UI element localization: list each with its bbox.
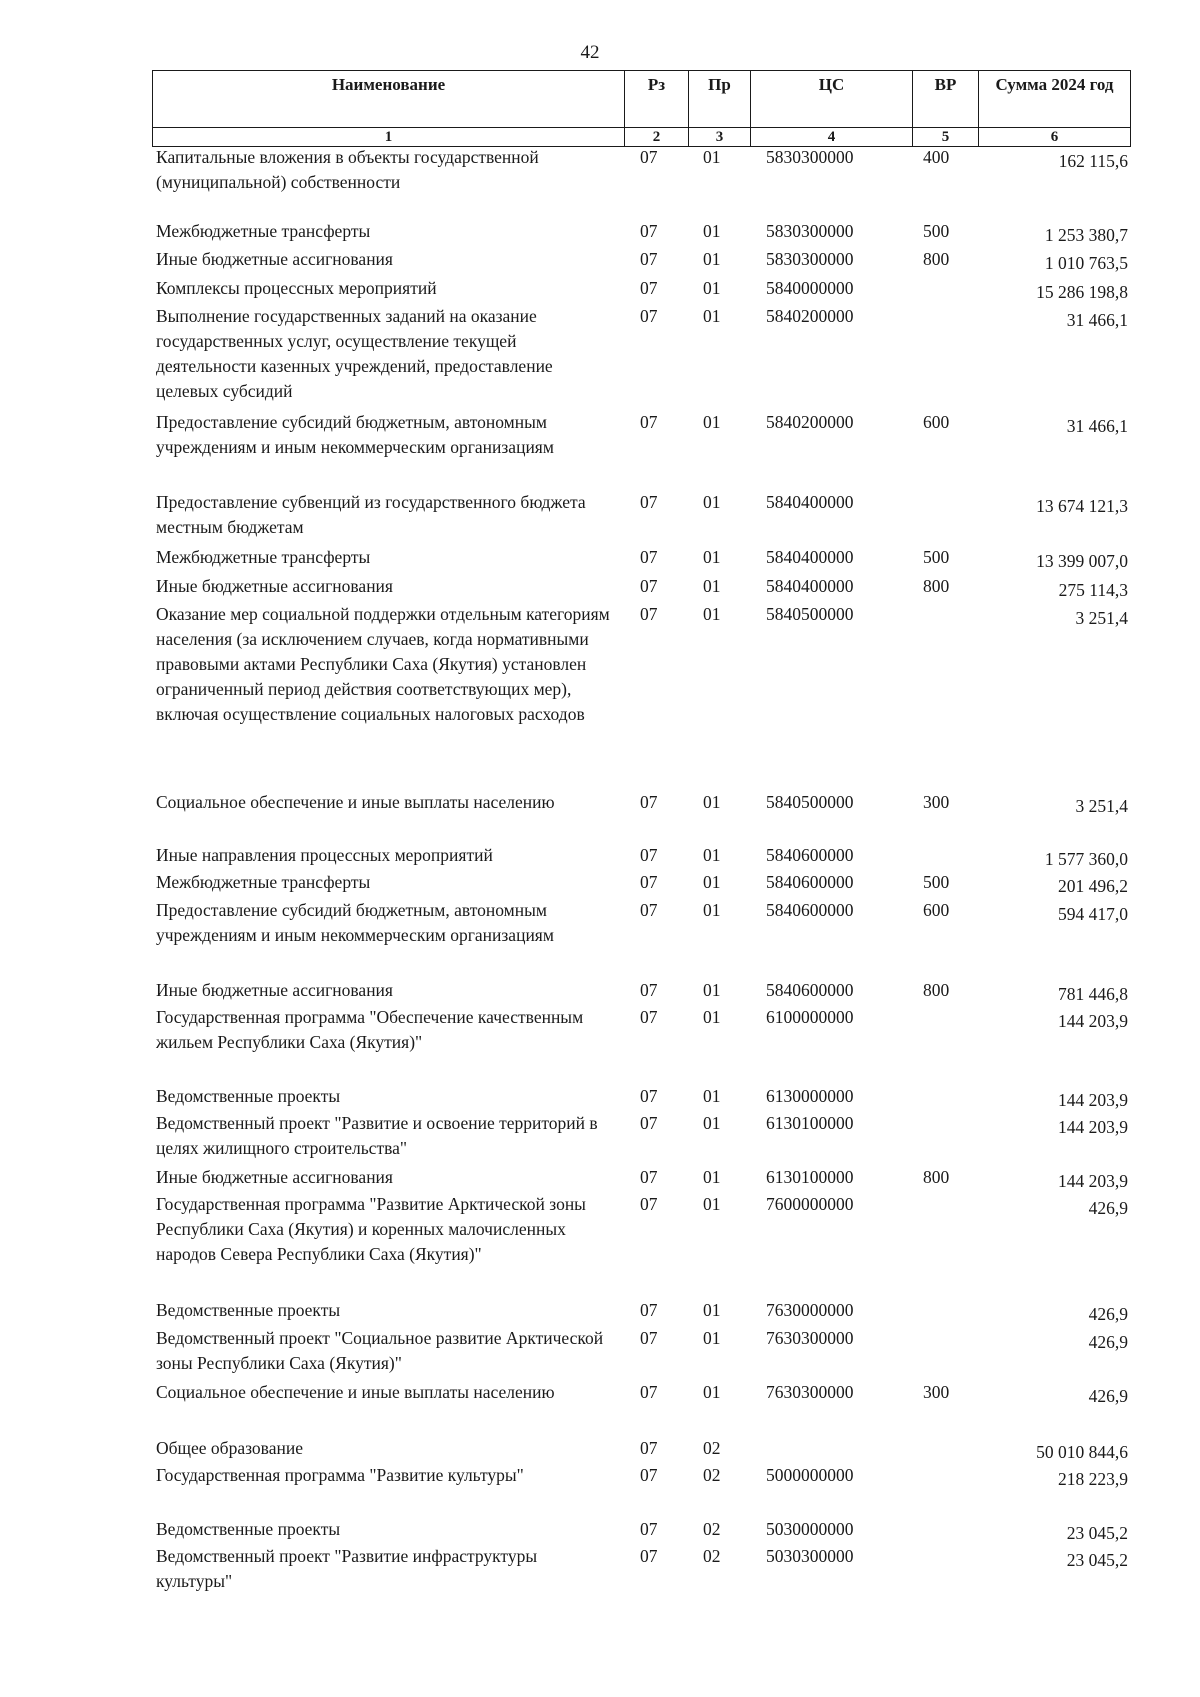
row-name: Иные бюджетные ассигнования bbox=[156, 980, 393, 1000]
row-name: Государственная программа "Развитие Арктической зоны Республики Саха (Якутия) и коренных малочисленных народов Севера Республики Саха (Якутия)" bbox=[156, 1194, 586, 1264]
row-rz: 07 bbox=[640, 278, 658, 298]
row-pr: 01 bbox=[703, 1382, 721, 1402]
row-rz: 07 bbox=[640, 1465, 658, 1485]
row-rz: 07 bbox=[640, 547, 658, 567]
row-rz: 07 bbox=[640, 1194, 658, 1214]
row-cs: 5840600000 bbox=[766, 900, 854, 920]
col-number-3: 3 bbox=[689, 128, 751, 147]
row-name: Ведомственные проекты bbox=[156, 1086, 341, 1106]
col-header-sum: Сумма 2024 год bbox=[979, 71, 1131, 128]
col-header-name: Наименование bbox=[153, 71, 625, 128]
row-rz: 07 bbox=[640, 492, 658, 512]
row-name: Ведомственные проекты bbox=[156, 1300, 341, 1320]
row-rz: 07 bbox=[640, 221, 658, 241]
row-rz: 07 bbox=[640, 1007, 658, 1027]
row-pr: 01 bbox=[703, 900, 721, 920]
row-name: Общее образование bbox=[156, 1438, 303, 1458]
row-rz: 07 bbox=[640, 1382, 658, 1402]
page-number: 42 bbox=[580, 42, 600, 63]
row-rz: 07 bbox=[640, 1167, 658, 1187]
row-cs: 6130000000 bbox=[766, 1086, 854, 1106]
row-sum: 426,9 bbox=[1088, 1198, 1128, 1218]
row-name: Предоставление субсидий бюджетным, автономным учреждениям и иным некоммерческим организациям bbox=[156, 412, 554, 457]
row-cs: 5030000000 bbox=[766, 1519, 854, 1539]
row-name: Иные бюджетные ассигнования bbox=[156, 576, 393, 596]
col-header-pr: Пр bbox=[689, 71, 751, 128]
row-cs: 5840400000 bbox=[766, 547, 854, 567]
row-rz: 07 bbox=[640, 1519, 658, 1539]
row-vr: 500 bbox=[923, 547, 950, 567]
row-sum: 275 114,3 bbox=[1058, 580, 1128, 600]
row-pr: 01 bbox=[703, 1194, 721, 1214]
row-sum: 1 010 763,5 bbox=[1044, 253, 1128, 273]
row-vr: 600 bbox=[923, 412, 950, 432]
row-vr: 300 bbox=[923, 1382, 950, 1402]
row-pr: 01 bbox=[703, 576, 721, 596]
row-rz: 07 bbox=[640, 306, 658, 326]
row-name: Оказание мер социальной поддержки отдельным категориям населения (за исключением случаев, когда нормативными правовыми актами Республики Саха (Якутия) установлен ограниченный период действия соответствующих мер), включая осуществление социальных налоговых расходов bbox=[156, 604, 610, 724]
row-vr: 600 bbox=[923, 900, 950, 920]
row-sum: 13 674 121,3 bbox=[1036, 496, 1128, 516]
col-number-2: 2 bbox=[625, 128, 689, 147]
row-pr: 01 bbox=[703, 492, 721, 512]
row-name: Капитальные вложения в объекты государственной (муниципальной) собственности bbox=[156, 147, 539, 192]
row-pr: 01 bbox=[703, 221, 721, 241]
row-cs: 7630300000 bbox=[766, 1382, 854, 1402]
row-name: Межбюджетные трансферты bbox=[156, 872, 371, 892]
row-cs: 7600000000 bbox=[766, 1194, 854, 1214]
row-name: Социальное обеспечение и иные выплаты населению bbox=[156, 792, 555, 812]
col-header-vr: ВР bbox=[913, 71, 979, 128]
row-vr: 400 bbox=[923, 147, 950, 167]
row-vr: 800 bbox=[923, 1167, 950, 1187]
row-sum: 426,9 bbox=[1088, 1332, 1128, 1352]
row-rz: 07 bbox=[640, 249, 658, 269]
row-sum: 144 203,9 bbox=[1058, 1090, 1128, 1110]
row-name: Ведомственный проект "Развитие и освоение территорий в целях жилищного строительства" bbox=[156, 1113, 598, 1158]
row-cs: 5840500000 bbox=[766, 792, 854, 812]
row-sum: 50 010 844,6 bbox=[1036, 1442, 1128, 1462]
row-pr: 02 bbox=[703, 1465, 721, 1485]
col-header-cs: ЦС bbox=[751, 71, 913, 128]
row-rz: 07 bbox=[640, 1438, 658, 1458]
row-pr: 01 bbox=[703, 412, 721, 432]
row-rz: 07 bbox=[640, 412, 658, 432]
row-pr: 01 bbox=[703, 845, 721, 865]
row-sum: 31 466,1 bbox=[1066, 416, 1128, 436]
row-pr: 01 bbox=[703, 980, 721, 1000]
row-name: Государственная программа "Обеспечение качественным жильем Республики Саха (Якутия)" bbox=[156, 1007, 584, 1052]
row-cs: 6130100000 bbox=[766, 1113, 854, 1133]
row-cs: 5830300000 bbox=[766, 221, 854, 241]
row-rz: 07 bbox=[640, 1086, 658, 1106]
row-rz: 07 bbox=[640, 604, 658, 624]
row-name: Выполнение государственных заданий на оказание государственных услуг, осуществление текущей деятельности казенных учреждений, предоставление целевых субсидий bbox=[156, 306, 553, 401]
row-sum: 144 203,9 bbox=[1058, 1011, 1128, 1031]
row-sum: 144 203,9 bbox=[1058, 1171, 1128, 1191]
row-name: Государственная программа "Развитие культуры" bbox=[156, 1465, 524, 1485]
row-pr: 02 bbox=[703, 1519, 721, 1539]
row-name: Иные бюджетные ассигнования bbox=[156, 249, 393, 269]
row-cs: 5840000000 bbox=[766, 278, 854, 298]
row-rz: 07 bbox=[640, 1300, 658, 1320]
row-pr: 01 bbox=[703, 792, 721, 812]
row-sum: 426,9 bbox=[1088, 1386, 1128, 1406]
row-rz: 07 bbox=[640, 1113, 658, 1133]
row-name: Комплексы процессных мероприятий bbox=[156, 278, 437, 298]
row-rz: 07 bbox=[640, 147, 658, 167]
row-pr: 01 bbox=[703, 1328, 721, 1348]
row-vr: 500 bbox=[923, 872, 950, 892]
row-rz: 07 bbox=[640, 980, 658, 1000]
col-header-rz: Рз bbox=[625, 71, 689, 128]
row-rz: 07 bbox=[640, 845, 658, 865]
col-number-5: 5 bbox=[913, 128, 979, 147]
row-sum: 31 466,1 bbox=[1066, 310, 1128, 330]
row-rz: 07 bbox=[640, 576, 658, 596]
row-cs: 7630000000 bbox=[766, 1300, 854, 1320]
row-cs: 5840400000 bbox=[766, 492, 854, 512]
row-name: Иные бюджетные ассигнования bbox=[156, 1167, 393, 1187]
row-cs: 5830300000 bbox=[766, 249, 854, 269]
row-cs: 6100000000 bbox=[766, 1007, 854, 1027]
row-name: Иные направления процессных мероприятий bbox=[156, 845, 493, 865]
row-name: Межбюджетные трансферты bbox=[156, 221, 371, 241]
row-pr: 01 bbox=[703, 249, 721, 269]
row-rz: 07 bbox=[640, 1546, 658, 1566]
row-sum: 162 115,6 bbox=[1058, 151, 1128, 171]
row-name: Межбюджетные трансферты bbox=[156, 547, 371, 567]
row-rz: 07 bbox=[640, 872, 658, 892]
row-name: Предоставление субвенций из государственного бюджета местным бюджетам bbox=[156, 492, 586, 537]
row-sum: 13 399 007,0 bbox=[1036, 551, 1128, 571]
row-sum: 1 253 380,7 bbox=[1044, 225, 1128, 245]
row-vr: 500 bbox=[923, 221, 950, 241]
row-cs: 6130100000 bbox=[766, 1167, 854, 1187]
row-cs: 5030300000 bbox=[766, 1546, 854, 1566]
row-rz: 07 bbox=[640, 900, 658, 920]
row-vr: 800 bbox=[923, 576, 950, 596]
row-name: Ведомственные проекты bbox=[156, 1519, 341, 1539]
row-sum: 23 045,2 bbox=[1066, 1523, 1128, 1543]
row-rz: 07 bbox=[640, 1328, 658, 1348]
row-sum: 15 286 198,8 bbox=[1036, 282, 1128, 302]
row-pr: 01 bbox=[703, 1086, 721, 1106]
row-cs: 7630300000 bbox=[766, 1328, 854, 1348]
row-vr: 800 bbox=[923, 249, 950, 269]
row-sum: 144 203,9 bbox=[1058, 1117, 1128, 1137]
row-pr: 01 bbox=[703, 278, 721, 298]
col-number-1: 1 bbox=[153, 128, 625, 147]
row-cs: 5830300000 bbox=[766, 147, 854, 167]
row-sum: 23 045,2 bbox=[1066, 1550, 1128, 1570]
row-cs: 5840600000 bbox=[766, 980, 854, 1000]
row-cs: 5840200000 bbox=[766, 412, 854, 432]
row-pr: 01 bbox=[703, 547, 721, 567]
row-pr: 01 bbox=[703, 306, 721, 326]
col-number-4: 4 bbox=[751, 128, 913, 147]
row-pr: 02 bbox=[703, 1546, 721, 1566]
row-cs: 5000000000 bbox=[766, 1465, 854, 1485]
row-pr: 02 bbox=[703, 1438, 721, 1458]
row-vr: 800 bbox=[923, 980, 950, 1000]
row-pr: 01 bbox=[703, 1007, 721, 1027]
row-cs: 5840600000 bbox=[766, 872, 854, 892]
row-sum: 218 223,9 bbox=[1058, 1469, 1128, 1489]
row-pr: 01 bbox=[703, 872, 721, 892]
row-name: Социальное обеспечение и иные выплаты населению bbox=[156, 1382, 555, 1402]
row-pr: 01 bbox=[703, 147, 721, 167]
row-name: Ведомственный проект "Социальное развитие Арктической зоны Республики Саха (Якутия)" bbox=[156, 1328, 604, 1373]
row-sum: 3 251,4 bbox=[1075, 796, 1128, 816]
row-sum: 781 446,8 bbox=[1058, 984, 1128, 1004]
row-vr: 300 bbox=[923, 792, 950, 812]
row-pr: 01 bbox=[703, 1113, 721, 1133]
row-cs: 5840600000 bbox=[766, 845, 854, 865]
row-sum: 1 577 360,0 bbox=[1044, 849, 1128, 869]
row-sum: 3 251,4 bbox=[1075, 608, 1128, 628]
row-pr: 01 bbox=[703, 1167, 721, 1187]
row-rz: 07 bbox=[640, 792, 658, 812]
row-sum: 594 417,0 bbox=[1058, 904, 1128, 924]
col-number-6: 6 bbox=[979, 128, 1131, 147]
row-pr: 01 bbox=[703, 604, 721, 624]
row-pr: 01 bbox=[703, 1300, 721, 1320]
table-header bbox=[152, 70, 1130, 147]
row-name: Предоставление субсидий бюджетным, автономным учреждениям и иным некоммерческим организациям bbox=[156, 900, 554, 945]
row-sum: 201 496,2 bbox=[1058, 876, 1128, 896]
row-cs: 5840400000 bbox=[766, 576, 854, 596]
row-sum: 426,9 bbox=[1088, 1304, 1128, 1324]
row-cs: 5840200000 bbox=[766, 306, 854, 326]
row-name: Ведомственный проект "Развитие инфраструктуры культуры" bbox=[156, 1546, 538, 1591]
row-cs: 5840500000 bbox=[766, 604, 854, 624]
